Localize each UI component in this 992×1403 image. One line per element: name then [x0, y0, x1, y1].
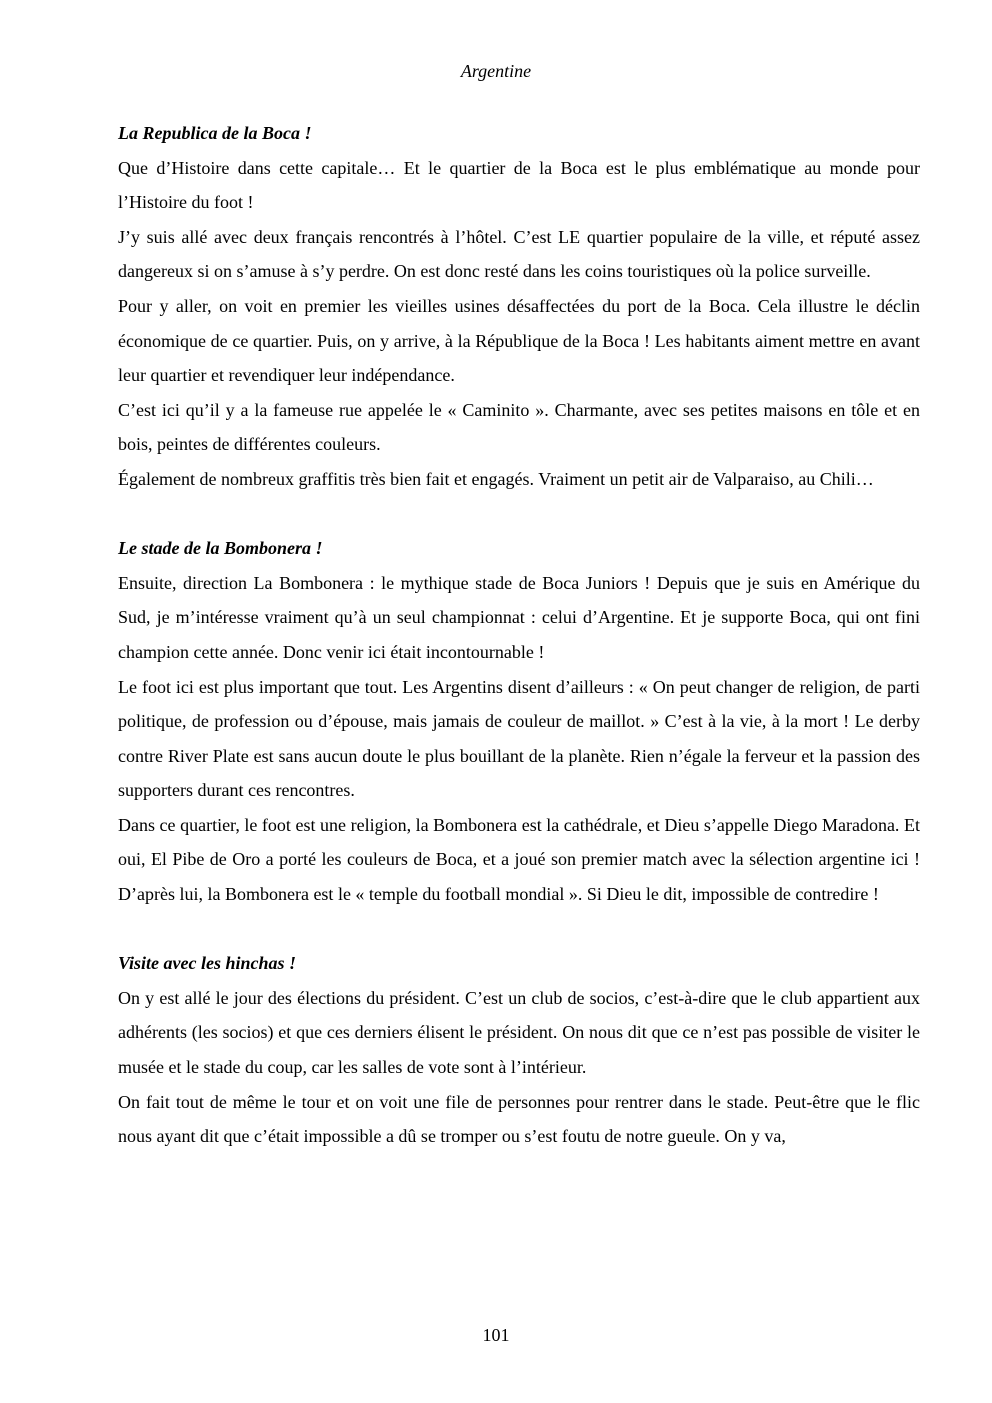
- paragraph: Également de nombreux graffitis très bien fait et engagés. Vraiment un petit air de Valparaiso, au Chili…: [118, 468, 874, 489]
- section-title: La Republica de la Boca !: [118, 123, 312, 143]
- paragraph: On fait tout de même le tour et on voit une file de personnes pour rentrer dans le stade. Peut-être que le flic nous ayant dit que c’était impossible a dû se tromper ou s’est foutu de notre gueule. On y va,: [118, 1091, 920, 1147]
- paragraph: On y est allé le jour des élections du président. C’est un club de socios, c’est-à-dire que le club appartient aux adhérents (les socios) et que ces derniers élisent le président. On nous dit que ce n’est pas possible de visiter le musée et le stade du coup, car les salles de vote sont à l’intérieur.: [118, 987, 920, 1078]
- section-spacer: [118, 497, 920, 532]
- paragraph: Que d’Histoire dans cette capitale… Et le quartier de la Boca est le plus emblématique au monde pour l’Histoire du foot !: [118, 157, 920, 213]
- page-number: 101: [482, 1325, 510, 1345]
- section-spacer: [118, 912, 920, 947]
- section-title: Visite avec les hinchas !: [118, 953, 297, 974]
- paragraph: Pour y aller, on voit en premier les vieilles usines désaffectées du port de la Boca. Cela illustre le déclin économique de ce quartier. Puis, on y arrive, à la République de la Boca ! Les habitants aiment mettre en avant leur quartier et revendiquer leur indépendance.: [118, 295, 920, 386]
- section-hinchas: [118, 946, 920, 1154]
- section-title: Le stade de la Bombonera !: [118, 538, 323, 559]
- paragraph: Dans ce quartier, le foot est une religion, la Bombonera est la cathédrale, et Dieu s’appelle Diego Maradona. Et oui, El Pibe de Oro a porté les couleurs de Boca, et a joué son premier match avec la sélection argentine ici ! D’après lui, la Bombonera est le « temple du football mondial ». Si Dieu le dit, impossible de contredire !: [118, 814, 920, 905]
- paragraph: Ensuite, direction La Bombonera : le mythique stade de Boca Juniors ! Depuis que je suis en Amérique du Sud, je m’intéresse vraiment qu’à un seul championnat : celui d’Argentine. Et je supporte Boca, qui ont fini champion cette année. Donc venir ici était incontournable !: [118, 572, 920, 662]
- section-bombonera: [118, 531, 920, 912]
- paragraph: J’y suis allé avec deux français rencontrés à l’hôtel. C’est LE quartier populaire de la ville, et réputé assez dangereux si on s’amuse à s’y perdre. On est donc resté dans les coins touristiques où la police surveille.: [118, 226, 920, 282]
- paragraph: C’est ici qu’il y a la fameuse rue appelée le « Caminito ». Charmante, avec ses petites maisons en tôle et en bois, peintes de différentes couleurs.: [118, 399, 920, 455]
- page-body: [118, 116, 920, 1154]
- paragraph: Le foot ici est plus important que tout. Les Argentins disent d’ailleurs : « On peut changer de religion, de parti politique, de profession ou d’épouse, mais jamais de couleur de maillot. » C’est à la vie, à la mort ! Le derby contre River Plate est sans aucun doute le plus bouillant de la planète. Rien n’égale la ferveur et la passion des supporters durant ces rencontres.: [118, 676, 920, 801]
- section-republica-boca: [118, 116, 920, 497]
- running-header: Argentine: [460, 61, 532, 81]
